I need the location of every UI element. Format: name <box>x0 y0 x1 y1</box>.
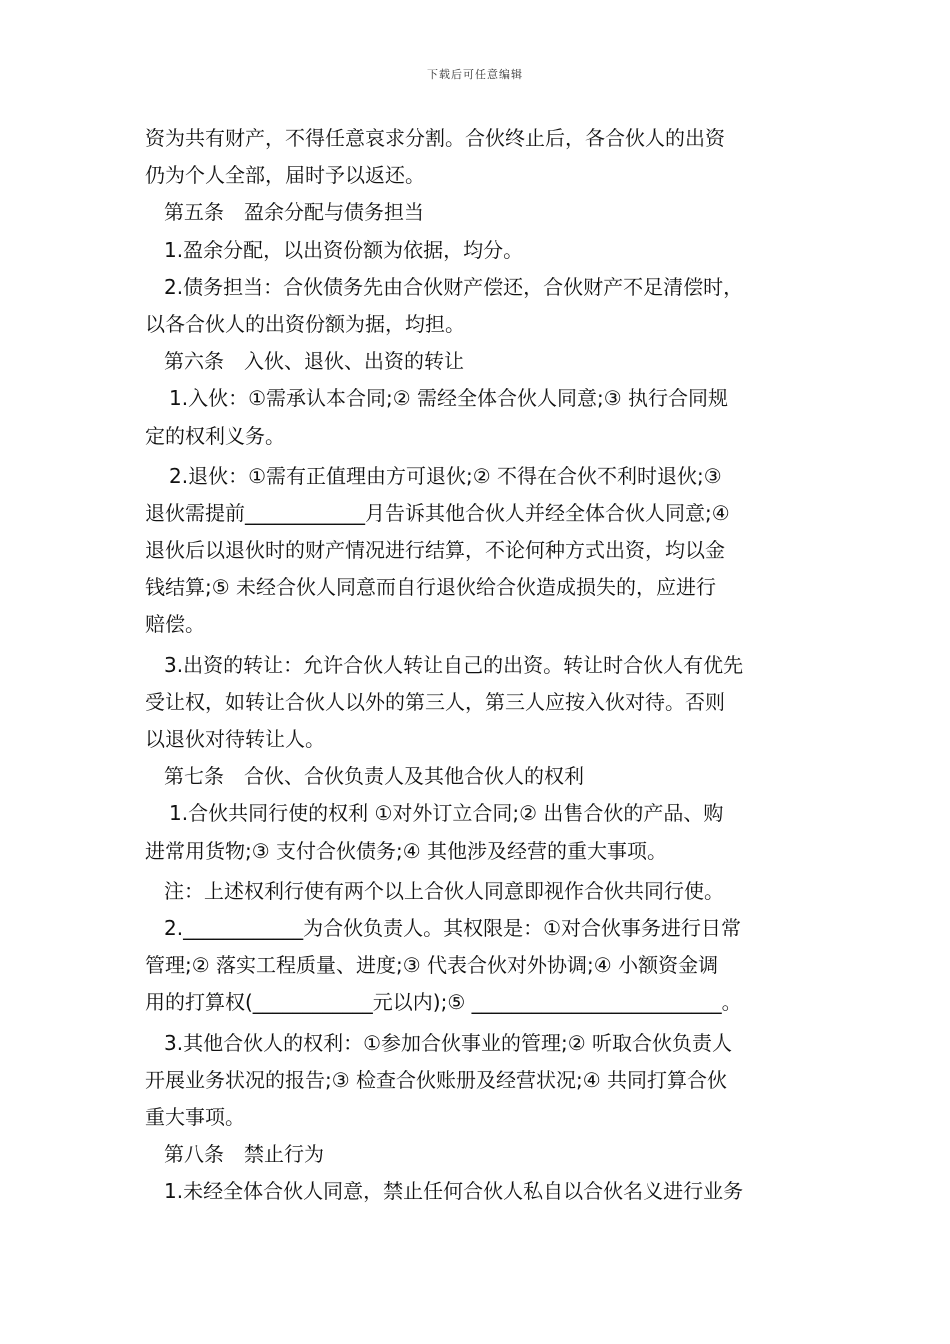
article-heading: 第六条 入伙、退伙、出资的转让 <box>164 349 464 374</box>
clause-line: 1.未经全体合伙人同意，禁止任何合伙人私自以合伙名义进行业务 <box>164 1179 744 1204</box>
clause-line: 2.债务担当：合伙债务先由合伙财产偿还，合伙财产不足清偿时， <box>164 274 744 299</box>
text-line: 管理;② 落实工程质量、进度;③ 代表合伙对外协调;④ 小额资金调 <box>145 953 719 978</box>
clause-line: 1.入伙：①需承认本合同;② 需经全体合伙人同意;③ 执行合同规 <box>169 386 729 411</box>
clause-line: 2.____________为合伙负责人。其权限是：①对合伙事务进行日常 <box>164 915 742 940</box>
article-heading: 第五条 盈余分配与债务担当 <box>164 200 424 225</box>
document-body <box>145 120 810 1210</box>
note-line: 注：上述权利行使有两个以上合伙人同意即视作合伙共同行使。 <box>164 878 724 903</box>
text-line: 退伙需提前____________月告诉其他合伙人并经全体合伙人同意;④ <box>145 500 730 525</box>
text-line: 受让权，如转让合伙人以外的第三人，第三人应按入伙对待。否则 <box>145 689 725 714</box>
text-line: 开展业务状况的报告;③ 检查合伙账册及经营状况;④ 共同打算合伙 <box>145 1067 728 1092</box>
clause-line: 3.出资的转让：允许合伙人转让自己的出资。转让时合伙人有优先 <box>164 652 744 677</box>
text-line: 以退伙对待转让人。 <box>145 727 325 751</box>
clause-line: 1.合伙共同行使的权利 ①对外订立合同;② 出售合伙的产品、购 <box>169 801 724 826</box>
text-line: 退伙后以退伙时的财产情况进行结算，不论何种方式出资，均以金 <box>145 538 725 563</box>
page-header-note: 下载后可任意编辑 <box>427 68 523 81</box>
text-line: 资为共有财产，不得任意哀求分割。合伙终止后，各合伙人的出资 <box>145 126 725 150</box>
clause-line: 3.其他合伙人的权利：①参加合伙事业的管理;② 听取合伙负责人 <box>164 1030 733 1055</box>
text-line: 定的权利义务。 <box>145 423 285 448</box>
article-heading: 第八条 禁止行为 <box>164 1142 324 1167</box>
text-line: 重大事项。 <box>145 1104 245 1129</box>
text-line: 赔偿。 <box>145 612 205 637</box>
clause-line: 1.盈余分配，以出资份额为依据，均分。 <box>164 237 524 262</box>
text-line: 进常用货物;③ 支付合伙债务;④ 其他涉及经营的重大事项。 <box>145 838 668 863</box>
text-line: 以各合伙人的出资份额为据，均担。 <box>145 311 465 336</box>
text-line: 仍为个人全部，届时予以返还。 <box>145 163 425 188</box>
text-line: 用的打算权(____________元以内);⑤ _________________________。 <box>145 990 742 1015</box>
text-line: 钱结算;⑤ 未经合伙人同意而自行退伙给合伙造成损失的，应进行 <box>145 575 717 600</box>
article-heading: 第七条 合伙、合伙负责人及其他合伙人的权利 <box>164 764 584 789</box>
clause-line: 2.退伙：①需有正值理由方可退伙;② 不得在合伙不利时退伙;③ <box>169 463 722 488</box>
